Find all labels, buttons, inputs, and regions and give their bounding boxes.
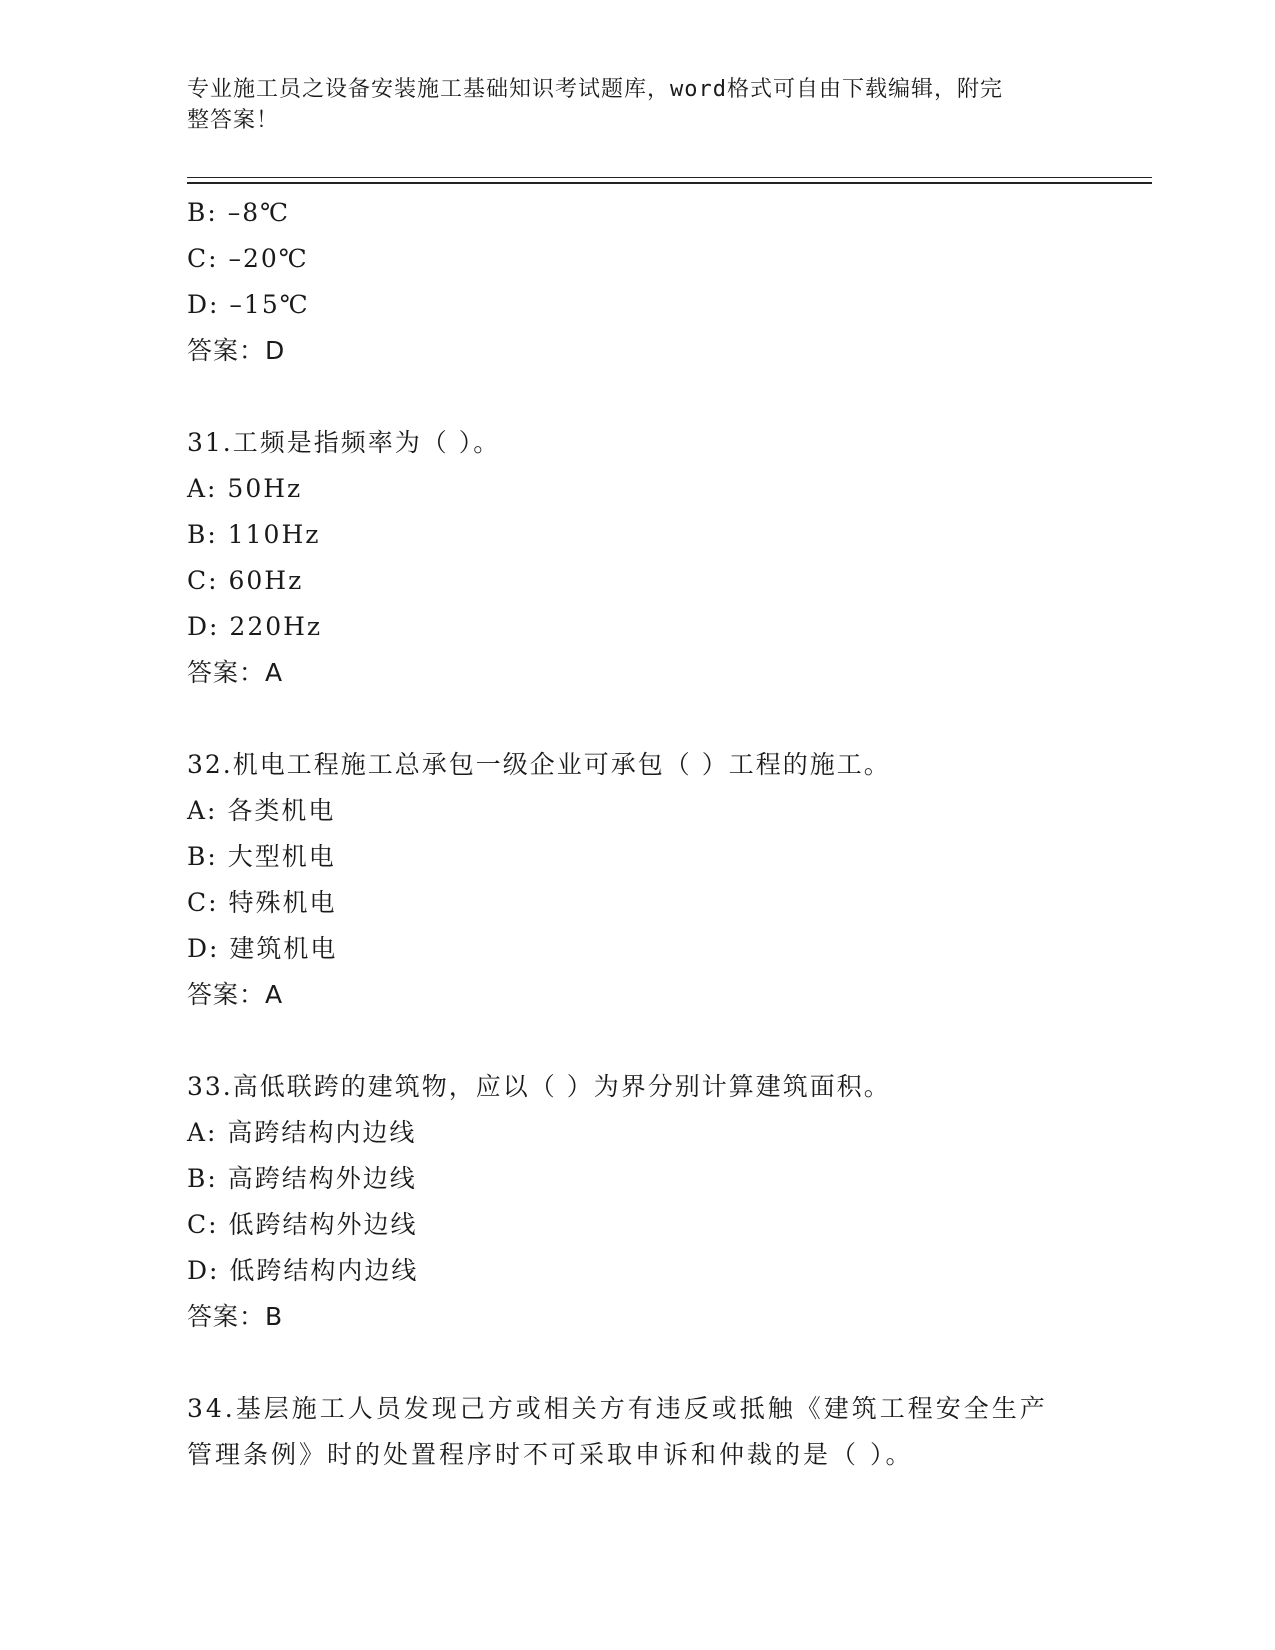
header-title-line-1: 专业施工员之设备安装施工基础知识考试题库，word格式可自由下载编辑，附完 — [187, 77, 1003, 102]
option-d: D: 220Hz — [187, 612, 323, 641]
question-stem: 32.机电工程施工总承包一级企业可承包（ ）工程的施工。 — [187, 750, 891, 779]
question-30-tail — [187, 190, 1087, 374]
question-list — [187, 190, 1087, 1478]
option-a: A: 各类机电 — [187, 796, 336, 825]
answer-label: 答案：A — [187, 980, 284, 1009]
spacer — [187, 1018, 1087, 1064]
option-a: A: 高跨结构内边线 — [187, 1118, 417, 1147]
answer-label: 答案：D — [187, 336, 286, 365]
spacer — [187, 696, 1087, 742]
option-c: C: –20℃ — [187, 244, 309, 273]
spacer — [187, 374, 1087, 420]
option-c: C: 60Hz — [187, 566, 304, 595]
option-a: A: 50Hz — [187, 474, 303, 503]
question-32 — [187, 742, 1087, 1018]
question-stem: 33.高低联跨的建筑物，应以（ ）为界分别计算建筑面积。 — [187, 1072, 891, 1101]
question-stem: 31.工频是指频率为（ ）。 — [187, 428, 501, 457]
header-divider-thick — [187, 182, 1152, 184]
option-c: C: 特殊机电 — [187, 888, 337, 917]
answer-label: 答案：A — [187, 658, 284, 687]
spacer — [187, 1340, 1087, 1386]
option-d: D: 建筑机电 — [187, 934, 338, 963]
answer-label: 答案：B — [187, 1302, 284, 1331]
option-b: B: 110Hz — [187, 520, 321, 549]
question-stem-line-1: 34.基层施工人员发现己方或相关方有违反或抵触《建筑工程安全生产 — [187, 1394, 1048, 1423]
question-34 — [187, 1386, 1087, 1478]
question-33 — [187, 1064, 1087, 1340]
question-31 — [187, 420, 1087, 696]
option-b: B: 大型机电 — [187, 842, 336, 871]
option-b: B: 高跨结构外边线 — [187, 1164, 417, 1193]
document-header — [187, 74, 1067, 136]
option-d: D: 低跨结构内边线 — [187, 1256, 419, 1285]
question-stem-line-2: 管理条例》时的处置程序时不可采取申诉和仲裁的是（ ）。 — [187, 1440, 914, 1469]
option-b: B: –8℃ — [187, 198, 291, 227]
header-title-line-2: 整答案！ — [187, 108, 280, 133]
header-divider-thin — [187, 177, 1152, 178]
option-d: D: –15℃ — [187, 290, 310, 319]
option-c: C: 低跨结构外边线 — [187, 1210, 418, 1239]
